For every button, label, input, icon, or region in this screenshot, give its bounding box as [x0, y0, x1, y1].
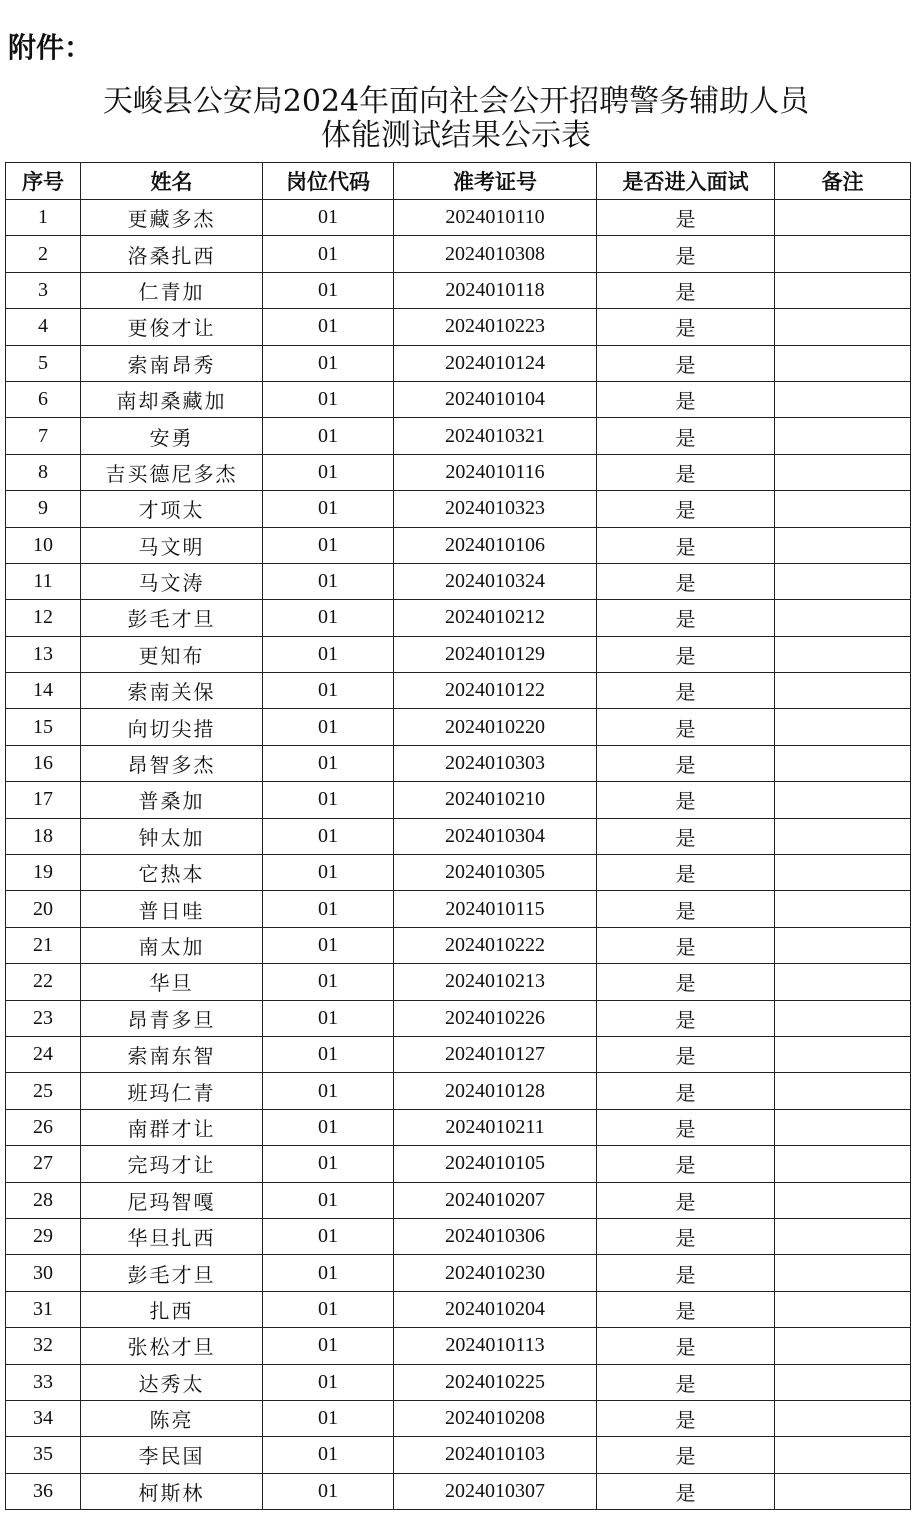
cell-seq: 21	[6, 927, 81, 963]
cell-interview: 是	[597, 527, 775, 563]
table-row	[6, 1364, 911, 1400]
cell-position-code: 01	[263, 272, 394, 308]
cell-position-code: 01	[263, 782, 394, 818]
cell-interview: 是	[597, 1146, 775, 1182]
cell-remarks	[775, 964, 911, 1000]
table-row	[6, 1400, 911, 1436]
cell-ticket-number: 2024010128	[394, 1073, 597, 1109]
cell-seq: 25	[6, 1073, 81, 1109]
cell-ticket-number: 2024010213	[394, 964, 597, 1000]
cell-position-code: 01	[263, 964, 394, 1000]
cell-seq: 24	[6, 1036, 81, 1072]
cell-interview: 是	[597, 1473, 775, 1509]
table-row	[6, 709, 911, 745]
cell-position-code: 01	[263, 1218, 394, 1254]
cell-remarks	[775, 309, 911, 345]
cell-remarks	[775, 1291, 911, 1327]
cell-ticket-number: 2024010226	[394, 1000, 597, 1036]
cell-name: 南群才让	[81, 1109, 263, 1145]
cell-seq: 35	[6, 1437, 81, 1473]
cell-ticket-number: 2024010306	[394, 1218, 597, 1254]
cell-position-code: 01	[263, 1182, 394, 1218]
cell-ticket-number: 2024010104	[394, 381, 597, 417]
cell-ticket-number: 2024010307	[394, 1473, 597, 1509]
cell-position-code: 01	[263, 418, 394, 454]
table-row	[6, 1000, 911, 1036]
cell-seq: 5	[6, 345, 81, 381]
cell-name: 彭毛才旦	[81, 1255, 263, 1291]
cell-ticket-number: 2024010129	[394, 636, 597, 672]
cell-name: 吉买德尼多杰	[81, 454, 263, 490]
cell-ticket-number: 2024010212	[394, 600, 597, 636]
cell-seq: 6	[6, 381, 81, 417]
cell-ticket-number: 2024010113	[394, 1328, 597, 1364]
table-row	[6, 527, 911, 563]
table-row	[6, 855, 911, 891]
cell-interview: 是	[597, 1000, 775, 1036]
cell-ticket-number: 2024010204	[394, 1291, 597, 1327]
cell-name: 普桑加	[81, 782, 263, 818]
cell-interview: 是	[597, 891, 775, 927]
cell-name: 南太加	[81, 927, 263, 963]
cell-position-code: 01	[263, 1073, 394, 1109]
column-header-name: 姓名	[81, 163, 263, 200]
table-row	[6, 818, 911, 854]
cell-name: 班玛仁青	[81, 1073, 263, 1109]
cell-seq: 14	[6, 673, 81, 709]
cell-remarks	[775, 1182, 911, 1218]
cell-ticket-number: 2024010127	[394, 1036, 597, 1072]
cell-seq: 7	[6, 418, 81, 454]
document-title-line2: 体能测试结果公示表	[321, 118, 591, 153]
table-row	[6, 345, 911, 381]
cell-position-code: 01	[263, 1400, 394, 1436]
cell-position-code: 01	[263, 236, 394, 272]
cell-remarks	[775, 782, 911, 818]
cell-interview: 是	[597, 309, 775, 345]
cell-interview: 是	[597, 964, 775, 1000]
cell-interview: 是	[597, 1218, 775, 1254]
cell-seq: 17	[6, 782, 81, 818]
cell-interview: 是	[597, 1255, 775, 1291]
table-row	[6, 600, 911, 636]
cell-interview: 是	[597, 782, 775, 818]
cell-interview: 是	[597, 1437, 775, 1473]
cell-remarks	[775, 1473, 911, 1509]
cell-remarks	[775, 418, 911, 454]
cell-remarks	[775, 891, 911, 927]
cell-position-code: 01	[263, 855, 394, 891]
cell-name: 更知布	[81, 636, 263, 672]
cell-name: 南却桑藏加	[81, 381, 263, 417]
table-row	[6, 1182, 911, 1218]
cell-ticket-number: 2024010323	[394, 491, 597, 527]
cell-seq: 20	[6, 891, 81, 927]
cell-name: 普日哇	[81, 891, 263, 927]
cell-seq: 10	[6, 527, 81, 563]
column-header-interview: 是否进入面试	[597, 163, 775, 200]
table-row	[6, 1036, 911, 1072]
cell-position-code: 01	[263, 200, 394, 236]
cell-name: 索南关保	[81, 673, 263, 709]
cell-position-code: 01	[263, 491, 394, 527]
cell-seq: 12	[6, 600, 81, 636]
column-header-seq: 序号	[6, 163, 81, 200]
cell-seq: 4	[6, 309, 81, 345]
cell-seq: 9	[6, 491, 81, 527]
cell-name: 柯斯林	[81, 1473, 263, 1509]
cell-seq: 27	[6, 1146, 81, 1182]
results-table-body	[6, 200, 911, 1510]
cell-remarks	[775, 236, 911, 272]
cell-name: 陈亮	[81, 1400, 263, 1436]
cell-ticket-number: 2024010124	[394, 345, 597, 381]
cell-seq: 34	[6, 1400, 81, 1436]
cell-interview: 是	[597, 745, 775, 781]
cell-seq: 28	[6, 1182, 81, 1218]
cell-remarks	[775, 1109, 911, 1145]
table-row	[6, 200, 911, 236]
cell-position-code: 01	[263, 1364, 394, 1400]
cell-seq: 13	[6, 636, 81, 672]
cell-name: 更俊才让	[81, 309, 263, 345]
cell-remarks	[775, 673, 911, 709]
cell-position-code: 01	[263, 1291, 394, 1327]
table-row	[6, 309, 911, 345]
table-row	[6, 563, 911, 599]
table-row	[6, 782, 911, 818]
cell-ticket-number: 2024010207	[394, 1182, 597, 1218]
cell-seq: 11	[6, 563, 81, 599]
table-row	[6, 1073, 911, 1109]
cell-remarks	[775, 454, 911, 490]
cell-position-code: 01	[263, 345, 394, 381]
cell-seq: 30	[6, 1255, 81, 1291]
cell-seq: 18	[6, 818, 81, 854]
cell-remarks	[775, 200, 911, 236]
cell-remarks	[775, 818, 911, 854]
cell-name: 索南昂秀	[81, 345, 263, 381]
cell-ticket-number: 2024010305	[394, 855, 597, 891]
cell-name: 马文明	[81, 527, 263, 563]
cell-interview: 是	[597, 1109, 775, 1145]
cell-ticket-number: 2024010321	[394, 418, 597, 454]
table-row	[6, 1255, 911, 1291]
cell-remarks	[775, 1437, 911, 1473]
results-table	[5, 162, 911, 1510]
cell-name: 仁青加	[81, 272, 263, 308]
cell-ticket-number: 2024010222	[394, 927, 597, 963]
cell-remarks	[775, 1364, 911, 1400]
cell-name: 华旦	[81, 964, 263, 1000]
column-header-ticket-number: 准考证号	[394, 163, 597, 200]
cell-seq: 26	[6, 1109, 81, 1145]
cell-remarks	[775, 855, 911, 891]
cell-name: 达秀太	[81, 1364, 263, 1400]
table-row	[6, 673, 911, 709]
cell-interview: 是	[597, 1291, 775, 1327]
cell-interview: 是	[597, 709, 775, 745]
document-title-line1: 天峻县公安局2024年面向社会公开招聘警务辅助人员	[102, 84, 810, 119]
cell-name: 更藏多杰	[81, 200, 263, 236]
cell-seq: 3	[6, 272, 81, 308]
cell-name: 才项太	[81, 491, 263, 527]
cell-position-code: 01	[263, 1000, 394, 1036]
cell-ticket-number: 2024010106	[394, 527, 597, 563]
cell-interview: 是	[597, 491, 775, 527]
cell-interview: 是	[597, 855, 775, 891]
cell-name: 李民国	[81, 1437, 263, 1473]
cell-name: 安勇	[81, 418, 263, 454]
cell-ticket-number: 2024010105	[394, 1146, 597, 1182]
cell-remarks	[775, 1146, 911, 1182]
cell-remarks	[775, 1036, 911, 1072]
cell-remarks	[775, 600, 911, 636]
cell-remarks	[775, 272, 911, 308]
cell-interview: 是	[597, 1036, 775, 1072]
column-header-position-code: 岗位代码	[263, 163, 394, 200]
cell-interview: 是	[597, 1328, 775, 1364]
cell-position-code: 01	[263, 673, 394, 709]
cell-position-code: 01	[263, 527, 394, 563]
cell-interview: 是	[597, 200, 775, 236]
cell-seq: 1	[6, 200, 81, 236]
cell-name: 昂智多杰	[81, 745, 263, 781]
cell-remarks	[775, 563, 911, 599]
table-row	[6, 927, 911, 963]
cell-position-code: 01	[263, 709, 394, 745]
cell-interview: 是	[597, 272, 775, 308]
table-row	[6, 745, 911, 781]
cell-seq: 22	[6, 964, 81, 1000]
cell-remarks	[775, 1400, 911, 1436]
cell-remarks	[775, 345, 911, 381]
cell-remarks	[775, 491, 911, 527]
table-row	[6, 636, 911, 672]
cell-remarks	[775, 1073, 911, 1109]
cell-position-code: 01	[263, 745, 394, 781]
cell-position-code: 01	[263, 1036, 394, 1072]
cell-interview: 是	[597, 1073, 775, 1109]
cell-ticket-number: 2024010208	[394, 1400, 597, 1436]
cell-seq: 33	[6, 1364, 81, 1400]
cell-interview: 是	[597, 454, 775, 490]
cell-name: 它热本	[81, 855, 263, 891]
table-row	[6, 1291, 911, 1327]
cell-name: 张松才旦	[81, 1328, 263, 1364]
cell-position-code: 01	[263, 891, 394, 927]
cell-seq: 19	[6, 855, 81, 891]
cell-ticket-number: 2024010324	[394, 563, 597, 599]
cell-remarks	[775, 527, 911, 563]
cell-remarks	[775, 636, 911, 672]
cell-remarks	[775, 1000, 911, 1036]
cell-position-code: 01	[263, 563, 394, 599]
table-row	[6, 236, 911, 272]
cell-remarks	[775, 745, 911, 781]
cell-interview: 是	[597, 927, 775, 963]
cell-ticket-number: 2024010210	[394, 782, 597, 818]
table-row	[6, 1109, 911, 1145]
header-row	[6, 163, 911, 200]
cell-interview: 是	[597, 636, 775, 672]
cell-interview: 是	[597, 563, 775, 599]
cell-name: 尼玛智嘎	[81, 1182, 263, 1218]
cell-interview: 是	[597, 418, 775, 454]
cell-position-code: 01	[263, 1146, 394, 1182]
cell-interview: 是	[597, 600, 775, 636]
cell-ticket-number: 2024010223	[394, 309, 597, 345]
cell-position-code: 01	[263, 600, 394, 636]
cell-interview: 是	[597, 345, 775, 381]
cell-seq: 32	[6, 1328, 81, 1364]
cell-position-code: 01	[263, 927, 394, 963]
cell-interview: 是	[597, 236, 775, 272]
cell-name: 洛桑扎西	[81, 236, 263, 272]
cell-seq: 31	[6, 1291, 81, 1327]
cell-seq: 23	[6, 1000, 81, 1036]
cell-name: 彭毛才旦	[81, 600, 263, 636]
cell-name: 完玛才让	[81, 1146, 263, 1182]
cell-seq: 36	[6, 1473, 81, 1509]
attachment-label: 附件：	[8, 31, 93, 64]
cell-remarks	[775, 381, 911, 417]
cell-ticket-number: 2024010115	[394, 891, 597, 927]
cell-position-code: 01	[263, 636, 394, 672]
cell-name: 索南东智	[81, 1036, 263, 1072]
cell-seq: 16	[6, 745, 81, 781]
cell-ticket-number: 2024010225	[394, 1364, 597, 1400]
cell-seq: 15	[6, 709, 81, 745]
cell-ticket-number: 2024010220	[394, 709, 597, 745]
table-row	[6, 272, 911, 308]
cell-interview: 是	[597, 673, 775, 709]
cell-remarks	[775, 1328, 911, 1364]
cell-interview: 是	[597, 1182, 775, 1218]
cell-interview: 是	[597, 818, 775, 854]
cell-seq: 8	[6, 454, 81, 490]
cell-name: 扎西	[81, 1291, 263, 1327]
cell-name: 昂青多旦	[81, 1000, 263, 1036]
table-row	[6, 891, 911, 927]
cell-position-code: 01	[263, 1255, 394, 1291]
cell-seq: 29	[6, 1218, 81, 1254]
cell-ticket-number: 2024010103	[394, 1437, 597, 1473]
table-row	[6, 491, 911, 527]
cell-position-code: 01	[263, 1437, 394, 1473]
cell-name: 华旦扎西	[81, 1218, 263, 1254]
cell-ticket-number: 2024010116	[394, 454, 597, 490]
cell-ticket-number: 2024010110	[394, 200, 597, 236]
cell-remarks	[775, 927, 911, 963]
cell-ticket-number: 2024010230	[394, 1255, 597, 1291]
cell-position-code: 01	[263, 1328, 394, 1364]
cell-position-code: 01	[263, 454, 394, 490]
table-row	[6, 1328, 911, 1364]
cell-seq: 2	[6, 236, 81, 272]
cell-remarks	[775, 1218, 911, 1254]
column-header-remarks: 备注	[775, 163, 911, 200]
cell-name: 向切尖措	[81, 709, 263, 745]
cell-position-code: 01	[263, 309, 394, 345]
cell-interview: 是	[597, 381, 775, 417]
cell-ticket-number: 2024010303	[394, 745, 597, 781]
table-row	[6, 1473, 911, 1509]
cell-ticket-number: 2024010304	[394, 818, 597, 854]
cell-position-code: 01	[263, 818, 394, 854]
cell-position-code: 01	[263, 1473, 394, 1509]
table-row	[6, 381, 911, 417]
cell-name: 钟太加	[81, 818, 263, 854]
cell-interview: 是	[597, 1400, 775, 1436]
cell-remarks	[775, 1255, 911, 1291]
cell-position-code: 01	[263, 1109, 394, 1145]
table-row	[6, 418, 911, 454]
table-row	[6, 1218, 911, 1254]
cell-name: 马文涛	[81, 563, 263, 599]
table-row	[6, 1146, 911, 1182]
table-row	[6, 1437, 911, 1473]
cell-ticket-number: 2024010122	[394, 673, 597, 709]
table-row	[6, 964, 911, 1000]
table-row	[6, 454, 911, 490]
cell-ticket-number: 2024010308	[394, 236, 597, 272]
cell-interview: 是	[597, 1364, 775, 1400]
results-table-header	[6, 163, 911, 200]
cell-ticket-number: 2024010211	[394, 1109, 597, 1145]
cell-ticket-number: 2024010118	[394, 272, 597, 308]
cell-position-code: 01	[263, 381, 394, 417]
cell-remarks	[775, 709, 911, 745]
